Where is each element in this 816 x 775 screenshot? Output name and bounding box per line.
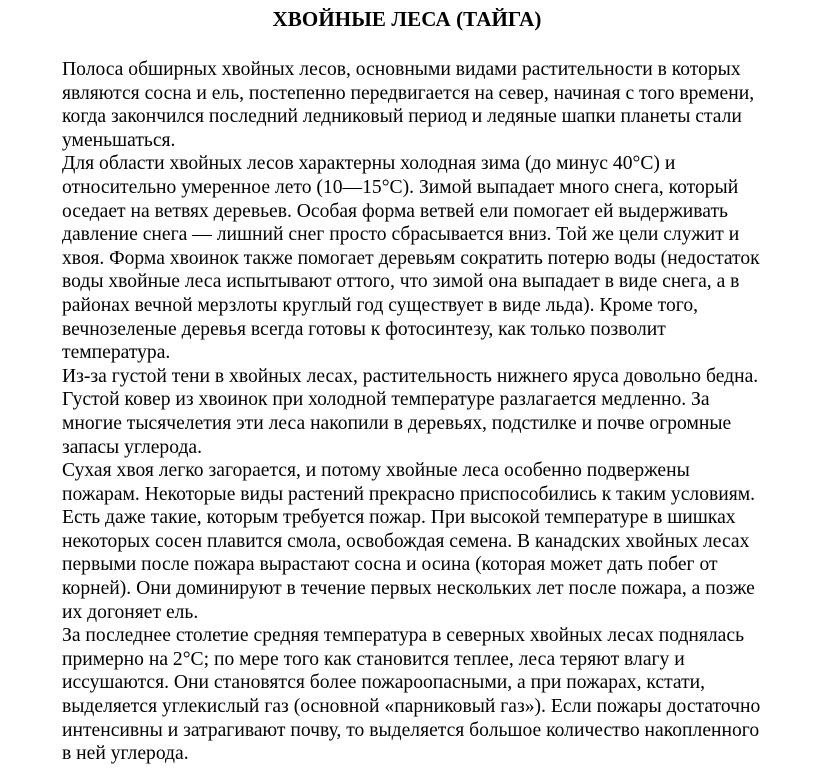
text-line: иссушаются. Они становятся более пожароопасными, а при пожарах, кстати,: [62, 672, 706, 694]
text-line: первыми после пожара вырастают сосна и осина (которая может дать побег от: [62, 554, 718, 576]
text-line: уменьшаться.: [62, 129, 176, 151]
text-line: давление снега — лишний снег просто сбрасывается вниз. Той же цели служит и: [62, 224, 740, 246]
text-line: их догоняет ель.: [62, 601, 199, 623]
text-line: некоторых сосен плавится смола, освобождая семена. В канадских хвойных лесах: [62, 530, 750, 552]
text-line: когда закончился последний ледниковый период и ледяные шапки планеты стали: [62, 106, 742, 128]
page-title: ХВОЙНЫЕ ЛЕСА (ТАЙГА): [272, 7, 542, 31]
text-line: воды хвойные леса испытывают оттого, что зимой она выпадает в виде снега, а в: [62, 271, 740, 293]
text-line: Есть даже такие, которым требуется пожар. При высокой температуре в шишках: [62, 507, 736, 529]
text-line: Густой ковер из хвоинок при холодной температуре разлагается медленно. За: [62, 389, 710, 411]
text-line: температура.: [62, 342, 171, 364]
text-line: За последнее столетие средняя температура в северных хвойных лесах поднялась: [62, 625, 745, 647]
text-line: пожарам. Некоторые виды растений прекрасно приспособились к таким условиям.: [62, 483, 756, 505]
text-line: Полоса обширных хвойных лесов, основными видами растительности в которых: [62, 59, 741, 80]
text-line: многие тысячелетия эти леса накопили в деревьях, подстилке и почве огромные: [62, 412, 732, 434]
paragraph-3: [62, 365, 812, 459]
text-line: относительно умеренное лето (10—15°С). Зимой выпадает много снега, который: [62, 176, 739, 198]
text-line: корней). Они доминируют в течение первых нескольких лет после пожара, а позже: [62, 578, 755, 600]
paragraph-5: [62, 624, 812, 766]
text-line: в ней углерода.: [62, 743, 189, 765]
text-line: выделяется углекислый газ (основной «парниковый газ»). Если пожары достаточно: [62, 696, 761, 718]
text-line: Для области хвойных лесов характерны холодная зима (до минус 40°С) и: [62, 153, 676, 175]
paragraph-2: [62, 152, 812, 364]
text-line: Из-за густой тени в хвойных лесах, растительность нижнего яруса довольно бедна.: [62, 365, 759, 387]
document-body: [62, 58, 812, 766]
paragraph-1: [62, 58, 812, 152]
text-line: интенсивны и затрагивают почву, то выделяется большое количество накопленного: [62, 719, 760, 741]
text-line: примерно на 2°С; по мере того как становится теплее, леса теряют влагу и: [62, 648, 685, 670]
paragraph-4: [62, 459, 812, 624]
text-line: оседает на ветвях деревьев. Особая форма ветвей ели помогает ей выдерживать: [62, 200, 728, 222]
text-line: запасы углерода.: [62, 436, 203, 458]
document-page: [62, 0, 812, 766]
text-line: вечнозеленые деревья всегда готовы к фотосинтезу, как только позволит: [62, 318, 666, 340]
text-line: хвоя. Форма хвоинок также помогает деревьям сократить потерю воды (недостаток: [62, 247, 760, 269]
text-line: районах вечной мерзлоты круглый год существует в виде льда). Кроме того,: [62, 294, 699, 316]
text-line: являются сосна и ель, постепенно передвигается на север, начиная с того времени,: [62, 82, 755, 104]
text-line: Сухая хвоя легко загорается, и потому хвойные леса особенно подвержены: [62, 460, 690, 482]
